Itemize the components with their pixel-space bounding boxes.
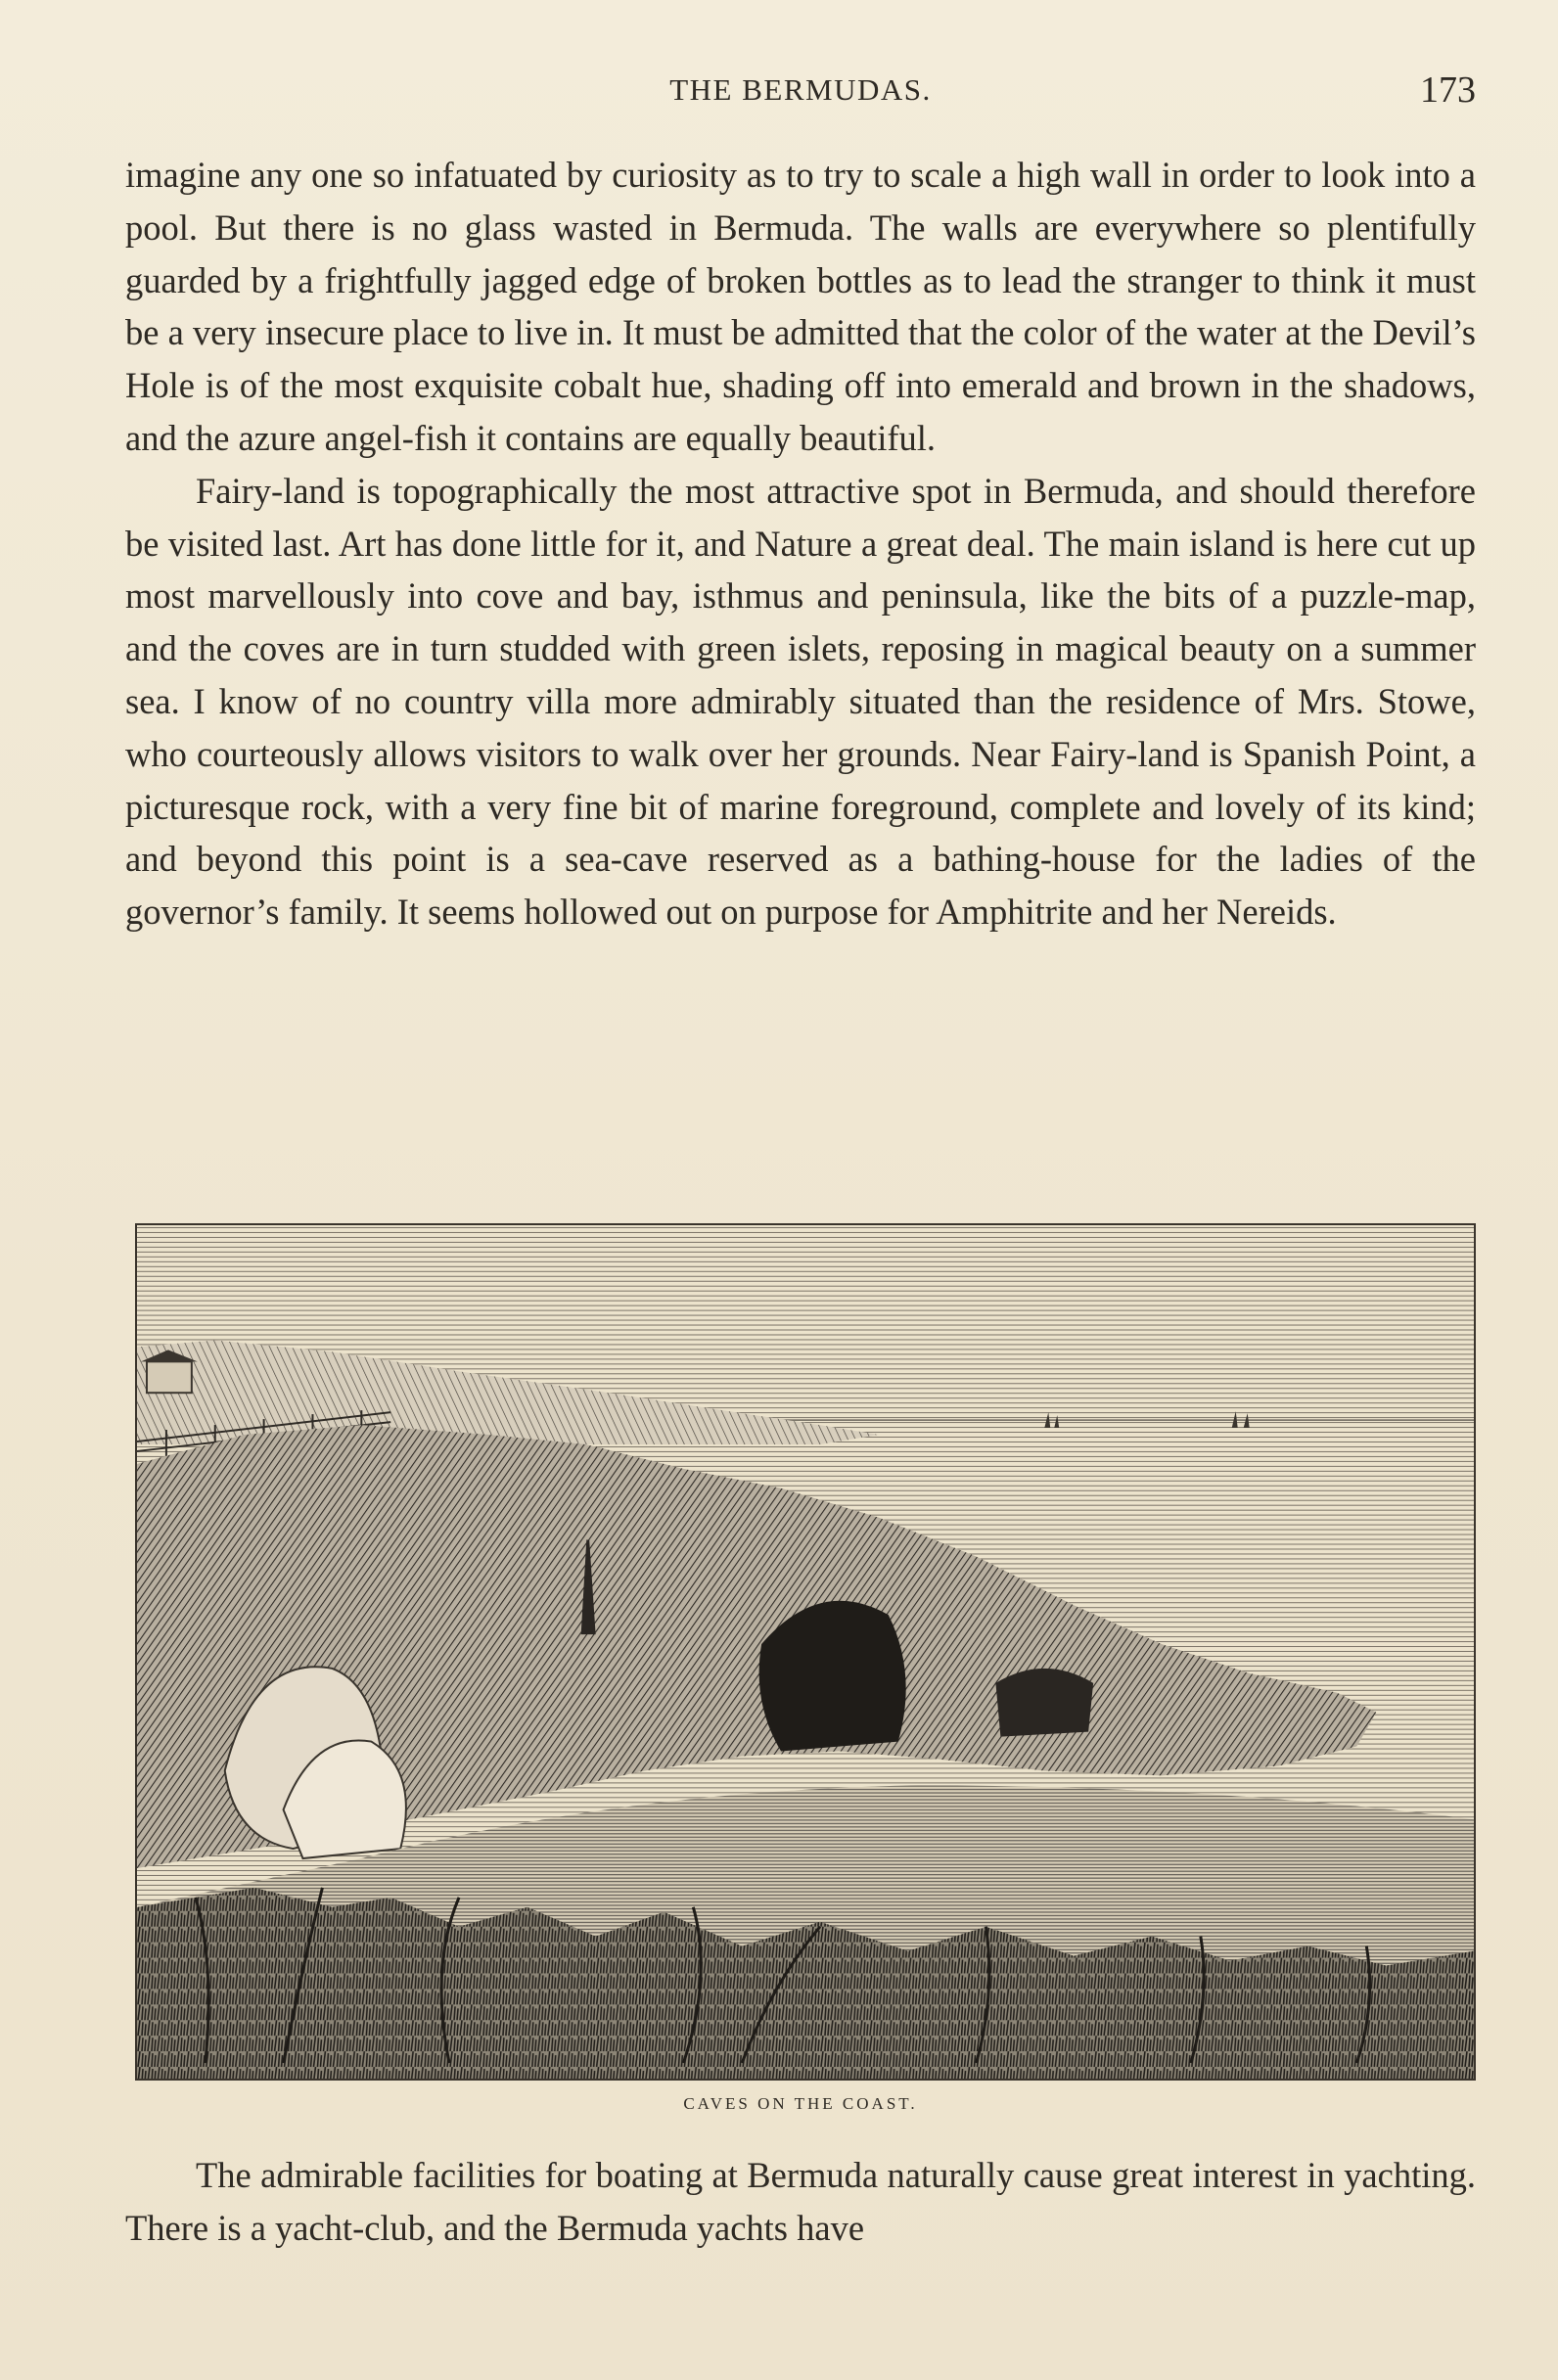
running-title: THE BERMUDAS. xyxy=(669,72,932,107)
paragraph-continued: imagine any one so infatuated by curiosity as to try to scale a high wall in order to look into a pool. But there is no glass wasted in Bermuda. The walls are everywhere so plentifully guarded by a frightfully jagged edge of broken bottles as to lead the stranger to think it must be a very insecure place to live in. It must be admitted that the color of the water at the Devil’s Hole is of the most exquisite cobalt hue, shading off into emerald and brown in the shadows, and the azure angel-fish it contains are equally beautiful. xyxy=(125,155,1476,458)
figure-caption: CAVES ON THE COAST. xyxy=(683,2094,918,2113)
upper-text-block xyxy=(125,149,1476,938)
small-cave xyxy=(995,1669,1093,1737)
running-head xyxy=(125,69,1476,112)
engraving-illustration xyxy=(137,1225,1474,2079)
engraving-caves-on-the-coast xyxy=(135,1223,1476,2081)
paragraph-yachting: The admirable facilities for boating at Bermuda naturally cause great interest in yachting. There is a yacht-club, and the Bermuda yachts have xyxy=(125,2155,1476,2248)
paragraph-fairy-land: Fairy-land is topographically the most attractive spot in Bermuda, and should therefore be visited last. Art has done little for it, and Nature a great deal. The main island is here cut up most marvellously into cove and bay, isthmus and peninsula, like the bits of a puzzle-map, and the coves are in turn studded with green islets, reposing in magical beauty on a summer sea. I know of no country villa more admirably situated than the residence of Mrs. Stowe, who courteously allows visitors to walk over her grounds. Near Fairy-land is Spanish Point, a picturesque rock, with a very fine bit of marine foreground, complete and lovely of its kind; and beyond this point is a sea-cave reserved as a bathing-house for the ladies of the governor’s family. It seems hollowed out on purpose for Amphitrite and her Nereids. xyxy=(125,470,1476,933)
page-number: 173 xyxy=(1420,69,1476,111)
lower-text-block xyxy=(125,2149,1476,2255)
